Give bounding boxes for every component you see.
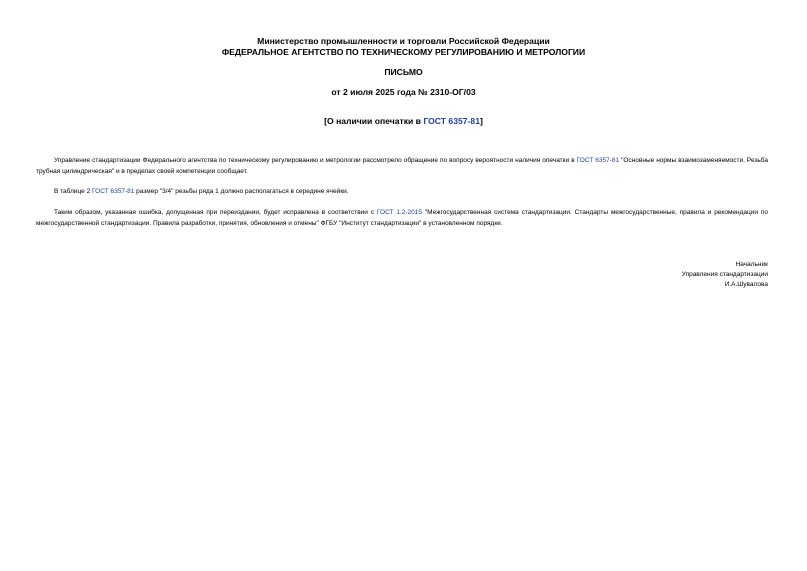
paragraph-1 [36,156,768,177]
document-type: ПИСЬМО [384,67,423,77]
subject-suffix: ] [479,116,483,126]
paragraph-2-text-after: размер "3/4" резьбы ряда 1 должно располагаться в середине ячейки. [134,188,349,195]
signature-department: Управления стандартизации [681,271,768,278]
paragraph-3-gost-link[interactable]: ГОСТ 1.2-2015 [376,209,423,216]
subject-gost-link[interactable]: ГОСТ 6357-81 [423,116,480,126]
signature-position: Начальник [735,261,768,268]
paragraph-2 [36,187,768,198]
agency-name: ФЕДЕРАЛЬНОЕ АГЕНТСТВО ПО ТЕХНИЧЕСКОМУ РЕГУЛИРОВАНИЮ И МЕТРОЛОГИИ [221,47,586,57]
paragraph-1-text-after: "Основные нормы взаимозаменяемости. Резьба трубная цилиндрическая" и в пределах своей компетенции сообщает. [36,157,769,175]
paragraph-3-text-before: Таким образом, указанная ошибка, допущенная при переиздании, будет исправлена в соответствии с [54,209,377,216]
ministry-name: Министерство промышленности и торговли Российской Федерации [257,36,550,46]
paragraph-3 [36,208,768,229]
paragraph-3-text-after: "Межгосударственная система стандартизации. Стандарты межгосударственные, правила и рекомендации по межгосударственной стандартизации. Правила разработки, принятия, обновления и отмены" ФГБУ "Институт стандартизации" в установленном порядке. [36,209,768,227]
paragraph-1-gost-link[interactable]: ГОСТ 6357-81 [576,157,620,164]
document-subject [0,116,807,127]
document-date-number: от 2 июля 2025 года № 2310-ОГ/03 [331,87,476,97]
subject-prefix: [О наличии опечатки в [324,116,424,126]
signature-name: И.А.Шувалова [724,281,768,288]
paragraph-2-gost-link[interactable]: ГОСТ 6357-81 [92,188,135,195]
paragraph-1-text-before: Управление стандартизации Федерального агентства по техническому регулированию и метрологии рассмотрело обращение по вопросу вероятности наличия опечатки в [54,157,577,164]
paragraph-2-text-before: В таблице 2 [54,188,93,195]
